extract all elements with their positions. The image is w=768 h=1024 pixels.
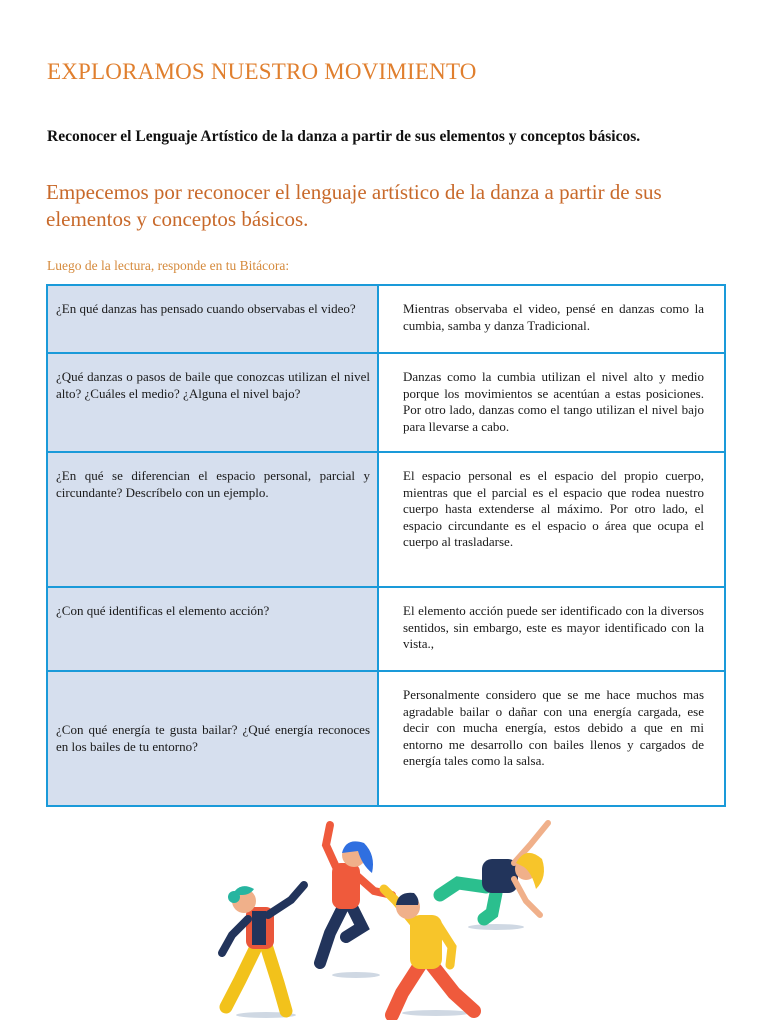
shadow xyxy=(468,924,524,930)
table-row xyxy=(47,353,725,452)
answer-cell: El elemento acción puede ser identificado con la diversos sentidos, sin embargo, este es mayor identificado con la vista., xyxy=(378,587,725,671)
dancers-illustration xyxy=(196,815,576,1020)
intro-paragraph: Empecemos por reconocer el lenguaje artístico de la danza a partir de sus elementos y conceptos básicos. xyxy=(46,180,662,231)
question-cell: ¿Con qué identificas el elemento acción? xyxy=(47,587,378,671)
question-cell: ¿Qué danzas o pasos de baile que conozcas utilizan el nivel alto? ¿Cuáles el medio? ¿Alguna el nivel bajo? xyxy=(47,353,378,452)
answer-cell: Mientras observaba el video, pensé en danzas como la cumbia, samba y danza Tradicional. xyxy=(378,285,725,353)
question-cell: ¿En qué danzas has pensado cuando observabas el video? xyxy=(47,285,378,353)
table-row xyxy=(47,285,725,353)
question-cell: ¿Con qué energía te gusta bailar? ¿Qué energía reconoces en los bailes de tu entorno? xyxy=(47,671,378,806)
page-subtitle: Reconocer el Lenguaje Artístico de la danza a partir de sus elementos y conceptos básicos. xyxy=(47,128,641,145)
table-row xyxy=(47,671,725,806)
answer-cell: Personalmente considero que se me hace muchos mas agradable bailar o dañar con una energía cargada, ese decir con mucha energía, estos debido a que en mi entorno me desarrollo con bailes llenos y cargados de energía tales como la salsa. xyxy=(378,671,725,806)
shadow xyxy=(402,1010,470,1016)
answer-cell: Danzas como la cumbia utilizan el nivel alto y medio porque los movimientos se acentúan a estas posiciones. Por otro lado, danzas como el tango utilizan el nivel bajo para llevarse a cabo. xyxy=(378,353,725,452)
question-cell: ¿En qué se diferencian el espacio personal, parcial y circundante? Descríbelo con un ejemplo. xyxy=(47,452,378,587)
dancer-4 xyxy=(440,823,548,919)
shadow xyxy=(332,972,380,978)
dancer-2 xyxy=(320,825,392,963)
dancer-3 xyxy=(384,889,474,1015)
qa-table xyxy=(46,284,726,807)
table-row xyxy=(47,452,725,587)
page-title: EXPLORAMOS NUESTRO MOVIMIENTO xyxy=(47,59,477,84)
instruction-text: Luego de la lectura, responde en tu Bitácora: xyxy=(47,258,290,273)
dancer-1 xyxy=(222,885,304,1011)
table-row xyxy=(47,587,725,671)
answer-cell: El espacio personal es el espacio del propio cuerpo, mientras que el parcial es el espacio que rodea nuestro cuerpo hasta extenderse al máximo. Por otro lado, el espacio circundante es el espacio o área que ocupa el cuerpo al trasladarse. xyxy=(378,452,725,587)
